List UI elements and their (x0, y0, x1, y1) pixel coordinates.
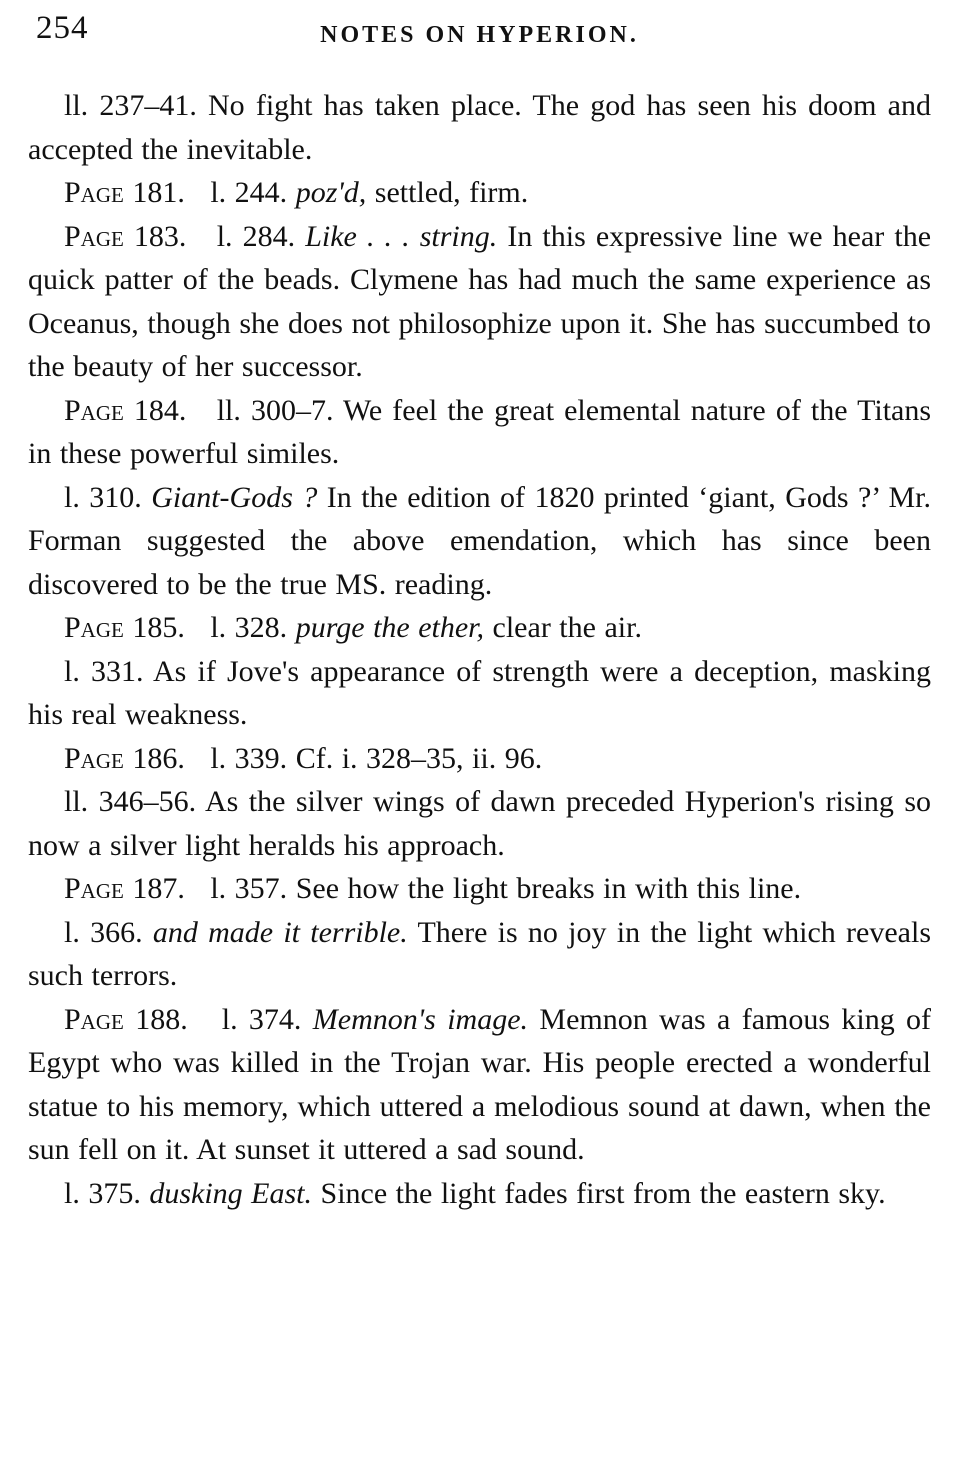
line-reference: l. 331. (64, 654, 144, 688)
line-reference: ll. 237–41. (64, 89, 197, 122)
note-text: As the silver wings of dawn preceded Hyperion's rising so now a silver light heralds his approach. (28, 785, 932, 862)
page-reference: Page 187. (64, 872, 185, 905)
note-paragraph (28, 171, 931, 215)
note-text: Since the light fades first from the eastern sky. (320, 1176, 886, 1210)
page-number: 254 (36, 10, 89, 46)
note-paragraph (28, 476, 931, 607)
note-text: Cf. i. 328–35, ii. 96. (295, 741, 543, 775)
note-paragraph (28, 650, 931, 737)
quoted-phrase: purge the ether, (295, 611, 485, 644)
note-text: See how the light breaks in with this line. (295, 872, 802, 905)
note-paragraph (28, 215, 931, 389)
page-reference: Page 188. (64, 1002, 188, 1036)
note-paragraph (28, 780, 931, 867)
quoted-phrase: Memnon's image. (312, 1002, 529, 1036)
line-reference: l. 366. (64, 915, 143, 949)
note-paragraph (28, 867, 931, 911)
note-text: As if Jove's appearance of strength were a deception, masking his real weakness. (28, 654, 931, 731)
quoted-phrase: dusking East. (149, 1176, 313, 1210)
note-text: No fight has taken place. The god has seen his doom and accepted the inevitable. (28, 89, 931, 166)
note-text: Memnon was a famous king of Egypt who was killed in the Trojan war. His people erected a wonderful statue to his memory, which uttered a melodious sound at dawn, when the sun fell on it. At sunset it uttered a sad sound. (28, 1002, 932, 1166)
page-reference: Page 183. (64, 219, 187, 253)
line-reference: l. 375. (64, 1176, 141, 1210)
quoted-phrase: Like . . . string. (305, 219, 498, 253)
line-reference: l. 328. (210, 611, 288, 644)
line-reference: l. 244. (210, 176, 288, 209)
note-text: In this expressive line we hear the quick patter of the beads. Clymene has had much the same experience as Oceanus, though she does not philosophize upon it. She has succumbed to the beauty of her successor. (28, 219, 932, 383)
quoted-phrase: and made it terrible. (152, 915, 408, 949)
line-reference: l. 310. (64, 480, 142, 514)
quoted-phrase: Giant-Gods ? (151, 480, 318, 514)
line-reference: l. 284. (216, 219, 296, 253)
line-reference: l. 357. (210, 872, 288, 905)
note-text: There is no joy in the light which reveals such terrors. (28, 915, 931, 992)
note-text: settled, firm. (374, 176, 529, 209)
page-reference: Page 185. (64, 611, 185, 644)
note-text: In the edition of 1820 printed ‘giant, Gods ?’ Mr. Forman suggested the above emendation, which has since been discovered to be the true MS. reading. (28, 480, 932, 601)
note-paragraph (28, 737, 931, 781)
note-paragraph (28, 84, 931, 171)
line-reference: ll. 300–7. (216, 393, 334, 427)
line-reference: ll. 346–56. (64, 785, 197, 818)
note-paragraph (28, 998, 931, 1172)
note-paragraph (28, 1172, 931, 1216)
note-paragraph (28, 389, 931, 476)
quoted-phrase: poz'd, (295, 176, 367, 209)
page-reference: Page 184. (64, 393, 187, 427)
page-reference: Page 186. (64, 741, 185, 775)
line-reference: l. 339. (210, 741, 288, 775)
note-text: clear the air. (492, 611, 642, 644)
note-paragraph (28, 606, 931, 650)
page-reference: Page 181. (64, 176, 185, 209)
note-text: We feel the great elemental nature of the Titans in these powerful similes. (28, 393, 932, 470)
running-title: NOTES ON HYPERION. (320, 22, 639, 48)
notes-body (28, 84, 931, 1215)
line-reference: l. 374. (221, 1002, 302, 1036)
note-paragraph (28, 911, 931, 998)
page-header (28, 10, 931, 56)
